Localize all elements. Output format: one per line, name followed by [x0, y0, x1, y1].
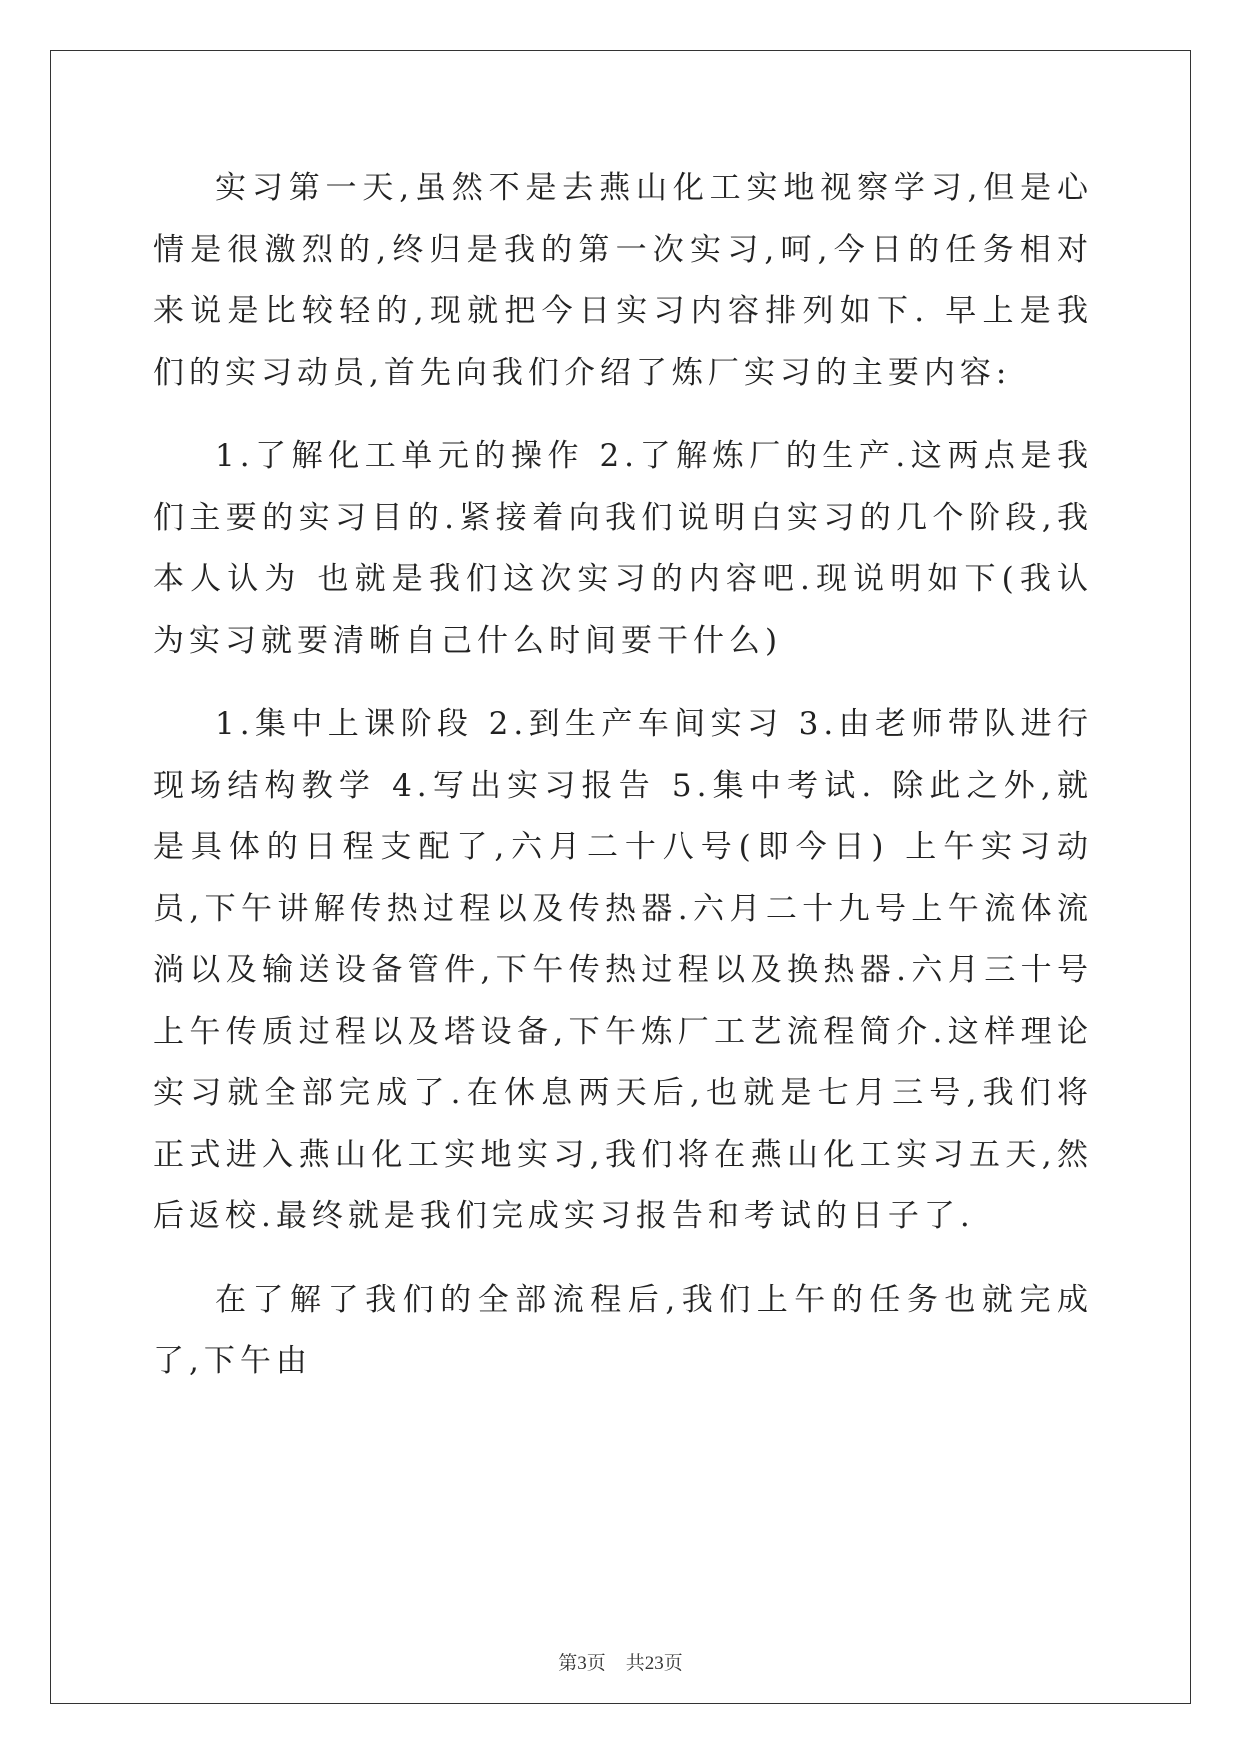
paragraph-3: 1.集中上课阶段 2.到生产车间实习 3.由老师带队进行现场结构教学 4.写出实习报告 5.集中考试. 除此之外,就是具体的日程支配了,六月二十八号(即今日) 上午实习动员,下午讲解传热过程以及传热器.六月二十九号上午流体流淌以及输送设备管件,下午传热过程以及换热器.六月三十号上午传质过程以及塔设备,下午炼厂工艺流程简介.这样理论实习就全部完成了.在休息两天后,也就是七月三号,我们将正式进入燕山化工实地实习,我们将在燕山化工实习五天,然后返校.最终就是我们完成实习报告和考试的日子了. — [153, 706, 1093, 1234]
total-pages: 共23页 — [625, 1653, 683, 1674]
paragraph-4: 在了解了我们的全部流程后,我们上午的任务也就完成了,下午由 — [153, 1281, 1093, 1379]
paragraph-2: 1.了解化工单元的操作 2.了解炼厂的生产.这两点是我们主要的实习目的.紧接着向我们说明白实习的几个阶段,我本人认为 也就是我们这次实习的内容吧.现说明如下(我认为实习就要清晰自己什么时间要干什么) — [153, 438, 1093, 659]
page-footer — [0, 1648, 1241, 1675]
document-body — [153, 158, 1093, 1415]
paragraph-1: 实习第一天,虽然不是去燕山化工实地视察学习,但是心情是很激烈的,终归是我的第一次实习,呵,今日的任务相对来说是比较轻的,现就把今日实习内容排列如下. 早上是我们的实习动员,首先向我们介绍了炼厂实习的主要内容: — [153, 170, 1093, 391]
page-number: 第3页 — [558, 1653, 606, 1674]
